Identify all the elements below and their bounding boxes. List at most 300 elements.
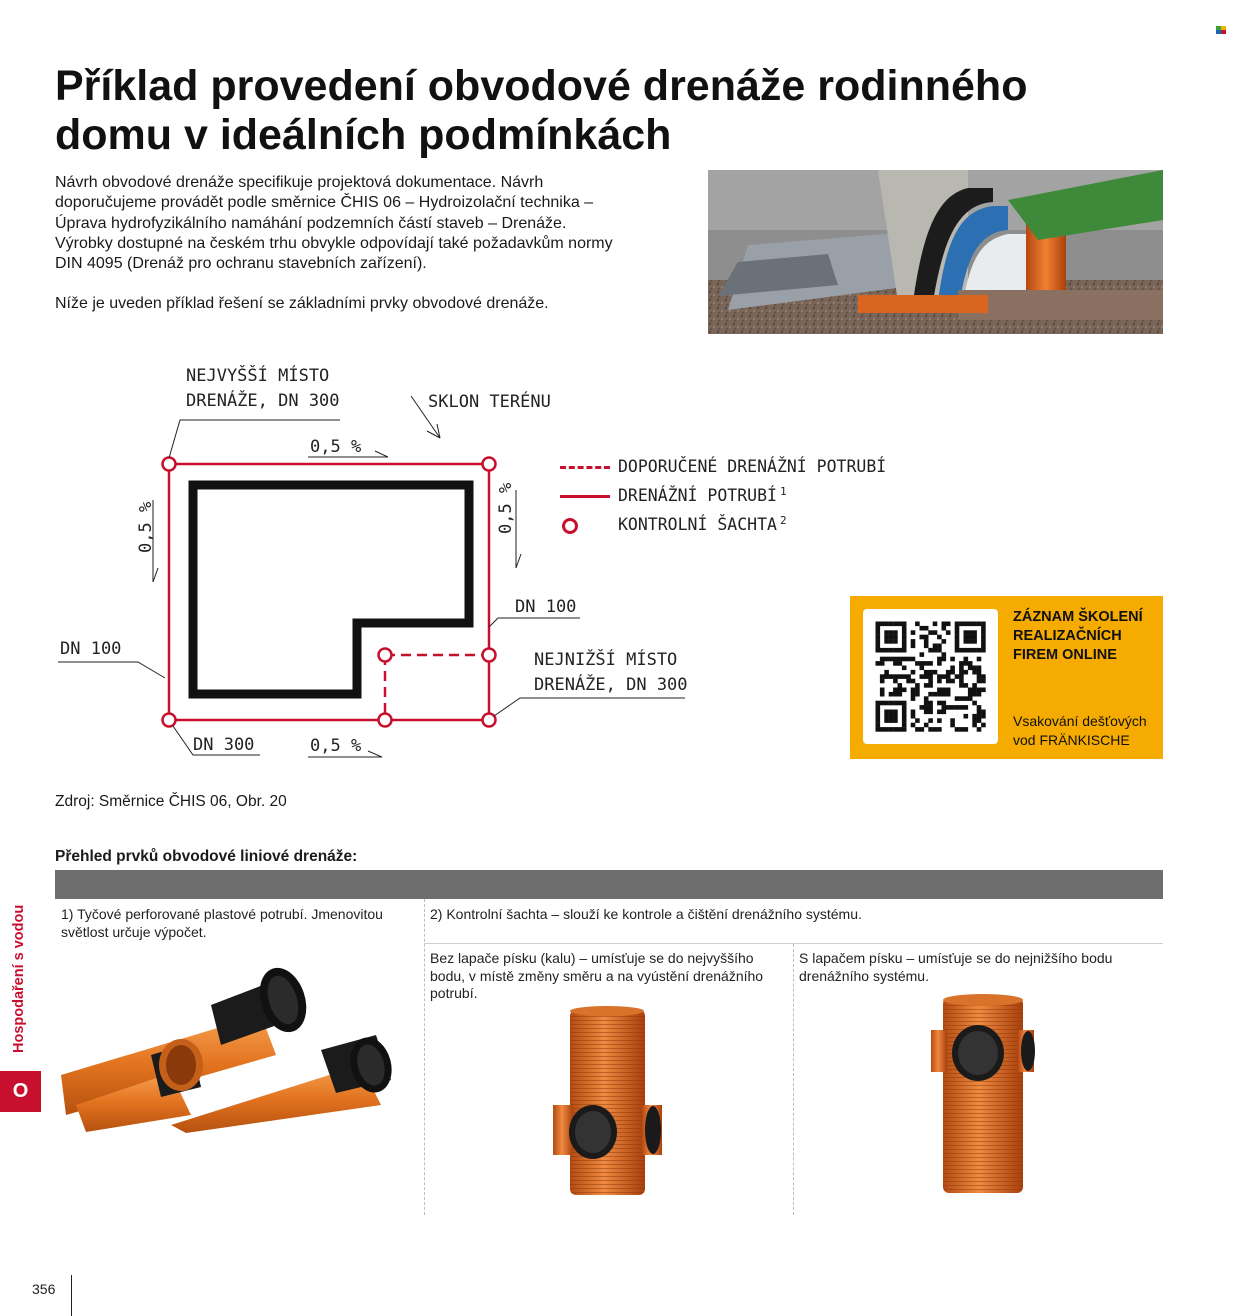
qr-module bbox=[937, 710, 942, 715]
qr-module bbox=[950, 679, 955, 684]
qr-module bbox=[915, 692, 920, 697]
qr-module bbox=[928, 648, 933, 653]
qr-module bbox=[902, 701, 907, 706]
qr-module bbox=[942, 701, 947, 706]
qr-module bbox=[911, 714, 916, 719]
qr-module bbox=[959, 648, 964, 653]
qr-module bbox=[964, 622, 969, 627]
qr-module bbox=[977, 622, 982, 627]
qr-module bbox=[906, 657, 911, 662]
qr-module bbox=[889, 727, 894, 732]
qr-module bbox=[972, 688, 977, 693]
qr-module bbox=[928, 630, 933, 635]
qr-module bbox=[942, 674, 947, 679]
qr-module bbox=[902, 635, 907, 640]
qr-module bbox=[889, 710, 894, 715]
qr-module bbox=[981, 674, 986, 679]
qr-module bbox=[884, 714, 889, 719]
qr-module bbox=[981, 714, 986, 719]
qr-module bbox=[964, 714, 969, 719]
qr-module bbox=[981, 622, 986, 627]
shaft-bottom-left bbox=[163, 714, 176, 727]
page-number: 356 bbox=[32, 1281, 56, 1297]
qr-module bbox=[911, 670, 916, 675]
qr-module bbox=[898, 622, 903, 627]
qr-module bbox=[942, 639, 947, 644]
qr-module bbox=[942, 692, 947, 697]
qr-module bbox=[911, 723, 916, 728]
legend-recommended-pipe-label: DOPORUČENÉ DRENÁŽNÍ POTRUBÍ bbox=[618, 457, 887, 476]
solid-line-icon bbox=[560, 486, 618, 506]
qr-module bbox=[889, 648, 894, 653]
qr-module bbox=[898, 657, 903, 662]
shaft-inner bbox=[379, 649, 392, 662]
qr-module bbox=[924, 626, 929, 631]
legend-recommended-pipe bbox=[560, 452, 886, 481]
qr-module bbox=[964, 705, 969, 710]
qr-module bbox=[928, 718, 933, 723]
qr-module bbox=[902, 666, 907, 671]
qr-module bbox=[902, 710, 907, 715]
qr-module bbox=[902, 705, 907, 710]
qr-module bbox=[884, 635, 889, 640]
qr-module bbox=[968, 622, 973, 627]
qr-module bbox=[924, 683, 929, 688]
shaft-bottom-right bbox=[483, 714, 496, 727]
qr-module bbox=[893, 635, 898, 640]
qr-module bbox=[906, 674, 911, 679]
qr-module bbox=[937, 674, 942, 679]
qr-module bbox=[880, 661, 885, 666]
qr-module bbox=[928, 701, 933, 706]
qr-module bbox=[968, 635, 973, 640]
qr-module bbox=[964, 648, 969, 653]
qr-module bbox=[924, 635, 929, 640]
qr-module bbox=[972, 692, 977, 697]
diagram-legend bbox=[560, 452, 886, 539]
qr-module bbox=[915, 661, 920, 666]
qr-module bbox=[972, 670, 977, 675]
recommended-pipe-line bbox=[385, 655, 489, 720]
qr-module bbox=[955, 639, 960, 644]
legend-inspection-shaft-note: 2 bbox=[779, 514, 787, 527]
overview-heading: Přehled prvků obvodové liniové drenáže: bbox=[55, 848, 358, 865]
qr-module bbox=[924, 639, 929, 644]
table-subrow-line bbox=[424, 943, 1163, 944]
qr-module bbox=[880, 701, 885, 706]
qr-module bbox=[911, 639, 916, 644]
label-lowest-point-1: NEJNIŽŠÍ MÍSTO bbox=[534, 650, 678, 670]
qr-module bbox=[924, 674, 929, 679]
intro-paragraph-2: Níže je uveden příklad řešení se základními prvky obvodové drenáže. bbox=[55, 295, 549, 313]
qr-module bbox=[876, 626, 881, 631]
qr-module bbox=[911, 692, 916, 697]
label-lowest-point-2: DRENÁŽE, DN 300 bbox=[534, 675, 688, 695]
qr-module bbox=[876, 639, 881, 644]
qr-module bbox=[937, 648, 942, 653]
qr-module bbox=[911, 630, 916, 635]
qr-module bbox=[959, 696, 964, 701]
qr-module bbox=[964, 661, 969, 666]
qr-module bbox=[880, 692, 885, 697]
qr-module bbox=[876, 723, 881, 728]
qr-module bbox=[911, 644, 916, 649]
qr-module bbox=[889, 674, 894, 679]
qr-module bbox=[876, 648, 881, 653]
qr-module bbox=[915, 718, 920, 723]
qr-module bbox=[933, 630, 938, 635]
qr-module bbox=[876, 635, 881, 640]
qr-module bbox=[884, 622, 889, 627]
qr-module bbox=[959, 666, 964, 671]
qr-module bbox=[933, 670, 938, 675]
table-divider bbox=[793, 944, 794, 1215]
qr-module bbox=[955, 648, 960, 653]
qr-module bbox=[876, 718, 881, 723]
qr-module bbox=[937, 635, 942, 640]
color-mark-icon bbox=[1216, 26, 1226, 34]
qr-module bbox=[876, 710, 881, 715]
qr-module bbox=[889, 701, 894, 706]
qr-module bbox=[981, 644, 986, 649]
qr-module bbox=[981, 679, 986, 684]
drainage-illustration bbox=[708, 170, 1163, 334]
label-highest-point-2: DRENÁŽE, DN 300 bbox=[186, 391, 340, 411]
qr-module bbox=[959, 683, 964, 688]
qr-module bbox=[876, 705, 881, 710]
qr-module bbox=[933, 692, 938, 697]
circle-icon bbox=[560, 515, 618, 535]
qr-module bbox=[942, 657, 947, 662]
promo-title: ZÁZNAM ŠKOLENÍ REALIZAČNÍCH FIREM ONLINE bbox=[1013, 609, 1143, 663]
section-side-label bbox=[11, 873, 33, 1053]
qr-module bbox=[964, 630, 969, 635]
qr-module bbox=[977, 670, 982, 675]
qr-module bbox=[937, 679, 942, 684]
qr-module bbox=[924, 670, 929, 675]
qr-module bbox=[920, 727, 925, 732]
building-outline bbox=[193, 485, 469, 694]
qr-module bbox=[959, 674, 964, 679]
qr-module bbox=[884, 648, 889, 653]
qr-module bbox=[884, 630, 889, 635]
qr-module bbox=[893, 639, 898, 644]
qr-module bbox=[977, 710, 982, 715]
qr-module bbox=[981, 710, 986, 715]
legend-inspection-shaft bbox=[560, 510, 886, 539]
qr-module bbox=[893, 674, 898, 679]
qr-module bbox=[981, 688, 986, 693]
qr-module bbox=[915, 727, 920, 732]
qr-module bbox=[884, 727, 889, 732]
qr-module bbox=[928, 674, 933, 679]
qr-module bbox=[946, 674, 951, 679]
table-divider bbox=[424, 899, 425, 1215]
qr-module bbox=[964, 683, 969, 688]
table-header-bar bbox=[55, 870, 1163, 899]
shaft-description: 2) Kontrolní šachta – slouží ke kontrole a čištění drenážního systému. bbox=[430, 906, 862, 922]
qr-module bbox=[915, 622, 920, 627]
pipe-description: 1) Tyčové perforované plastové potrubí. Jmenovitou světlost určuje výpočet. bbox=[61, 906, 383, 940]
qr-module bbox=[915, 683, 920, 688]
qr-module bbox=[937, 701, 942, 706]
qr-module bbox=[880, 657, 885, 662]
qr-module bbox=[968, 696, 973, 701]
qr-module bbox=[981, 639, 986, 644]
qr-module bbox=[946, 670, 951, 675]
qr-module bbox=[898, 674, 903, 679]
qr-module bbox=[942, 688, 947, 693]
qr-module bbox=[972, 718, 977, 723]
label-terrain-slope: SKLON TERÉNU bbox=[428, 392, 551, 412]
training-promo-box[interactable] bbox=[850, 596, 1163, 759]
shaft-mid-right bbox=[483, 649, 496, 662]
qr-module bbox=[889, 692, 894, 697]
qr-module bbox=[968, 666, 973, 671]
qr-module bbox=[937, 644, 942, 649]
qr-module bbox=[950, 670, 955, 675]
qr-module bbox=[972, 723, 977, 728]
qr-module bbox=[928, 705, 933, 710]
shaft-without-trap-description: Bez lapače písku (kalu) – umísťuje se do nejvyššího bodu, v místě změny směru a na vyústění drenážního potrubí. bbox=[430, 950, 764, 1001]
qr-module bbox=[884, 657, 889, 662]
qr-module bbox=[889, 639, 894, 644]
legend-drain-pipe-note: 1 bbox=[779, 485, 787, 498]
qr-module bbox=[981, 648, 986, 653]
qr-module bbox=[972, 701, 977, 706]
qr-module bbox=[981, 626, 986, 631]
qr-module bbox=[964, 639, 969, 644]
label-slope-right: 0,5 % bbox=[496, 482, 516, 534]
qr-module bbox=[876, 701, 881, 706]
qr-module bbox=[981, 723, 986, 728]
qr-module bbox=[950, 666, 955, 671]
qr-module bbox=[893, 692, 898, 697]
qr-module bbox=[876, 630, 881, 635]
qr-module bbox=[889, 635, 894, 640]
qr-module bbox=[924, 701, 929, 706]
qr-module bbox=[964, 635, 969, 640]
inspection-shafts bbox=[163, 458, 496, 727]
page-number-divider bbox=[71, 1275, 72, 1316]
qr-module bbox=[898, 683, 903, 688]
qr-module bbox=[946, 630, 951, 635]
qr-module bbox=[964, 670, 969, 675]
qr-code[interactable] bbox=[863, 609, 998, 744]
qr-module bbox=[893, 701, 898, 706]
perforated-pipes-image bbox=[61, 955, 416, 1135]
qr-module bbox=[946, 692, 951, 697]
qr-module bbox=[955, 696, 960, 701]
page-title: Příklad provedení obvodové drenáže rodinného domu v ideálních podmínkách bbox=[55, 62, 1028, 159]
qr-module bbox=[880, 648, 885, 653]
qr-module bbox=[972, 639, 977, 644]
qr-module bbox=[911, 657, 916, 662]
qr-module bbox=[893, 630, 898, 635]
qr-module bbox=[937, 692, 942, 697]
qr-module bbox=[946, 679, 951, 684]
qr-module bbox=[977, 718, 982, 723]
legend-drain-pipe-label: DRENÁŽNÍ POTRUBÍ bbox=[618, 486, 777, 505]
qr-module bbox=[950, 657, 955, 662]
qr-module bbox=[876, 644, 881, 649]
shaft-top-right bbox=[483, 458, 496, 471]
qr-module bbox=[977, 648, 982, 653]
qr-module bbox=[911, 696, 916, 701]
label-slope-top: 0,5 % bbox=[310, 437, 362, 457]
qr-module bbox=[893, 727, 898, 732]
qr-module bbox=[898, 688, 903, 693]
section-side-label-text: Hospodaření s vodou bbox=[11, 904, 27, 1053]
qr-module bbox=[884, 701, 889, 706]
qr-module bbox=[920, 652, 925, 657]
qr-module bbox=[889, 718, 894, 723]
qr-module bbox=[959, 727, 964, 732]
qr-module bbox=[942, 705, 947, 710]
label-dn100-left: DN 100 bbox=[60, 639, 122, 659]
qr-module bbox=[968, 630, 973, 635]
qr-module bbox=[972, 683, 977, 688]
qr-module bbox=[959, 705, 964, 710]
shaft-with-trap-description: S lapačem písku – umísťuje se do nejnižšího bodu drenážního systému. bbox=[799, 950, 1113, 984]
qr-module bbox=[937, 657, 942, 662]
qr-module bbox=[968, 661, 973, 666]
qr-module bbox=[977, 679, 982, 684]
qr-module bbox=[902, 626, 907, 631]
qr-module bbox=[955, 705, 960, 710]
qr-module bbox=[902, 714, 907, 719]
section-tab[interactable]: O bbox=[0, 1071, 41, 1112]
qr-module bbox=[893, 710, 898, 715]
qr-module bbox=[972, 622, 977, 627]
qr-module bbox=[902, 639, 907, 644]
label-slope-bottom: 0,5 % bbox=[310, 736, 362, 756]
qr-module bbox=[977, 674, 982, 679]
qr-module bbox=[928, 692, 933, 697]
qr-module bbox=[942, 710, 947, 715]
qr-module bbox=[898, 727, 903, 732]
qr-module bbox=[977, 727, 982, 732]
qr-module bbox=[946, 622, 951, 627]
qr-module bbox=[920, 674, 925, 679]
qr-module bbox=[972, 630, 977, 635]
qr-module bbox=[893, 648, 898, 653]
qr-module bbox=[955, 644, 960, 649]
qr-module bbox=[959, 661, 964, 666]
qr-module bbox=[920, 661, 925, 666]
qr-module bbox=[898, 701, 903, 706]
qr-module bbox=[924, 661, 929, 666]
qr-module bbox=[942, 652, 947, 657]
qr-module bbox=[968, 692, 973, 697]
qr-module bbox=[884, 718, 889, 723]
qr-module bbox=[902, 657, 907, 662]
qr-module bbox=[950, 705, 955, 710]
qr-module bbox=[898, 648, 903, 653]
qr-module bbox=[884, 674, 889, 679]
qr-module bbox=[928, 710, 933, 715]
qr-module bbox=[928, 727, 933, 732]
qr-module bbox=[968, 648, 973, 653]
qr-module bbox=[876, 714, 881, 719]
qr-module bbox=[906, 679, 911, 684]
qr-module bbox=[902, 630, 907, 635]
qr-module bbox=[884, 710, 889, 715]
qr-module bbox=[937, 718, 942, 723]
qr-module bbox=[928, 670, 933, 675]
intro-text bbox=[55, 173, 615, 315]
legend-inspection-shaft-label: KONTROLNÍ ŠACHTA bbox=[618, 515, 777, 534]
qr-module bbox=[924, 710, 929, 715]
qr-module bbox=[893, 718, 898, 723]
qr-module bbox=[898, 661, 903, 666]
qr-module bbox=[928, 679, 933, 684]
qr-module bbox=[950, 723, 955, 728]
qr-module bbox=[968, 688, 973, 693]
label-highest-point-1: NEJVYŠŠÍ MÍSTO bbox=[186, 366, 330, 386]
qr-module bbox=[920, 626, 925, 631]
shaft-bottom-mid bbox=[379, 714, 392, 727]
qr-module bbox=[933, 644, 938, 649]
qr-module bbox=[959, 622, 964, 627]
qr-module bbox=[880, 727, 885, 732]
qr-module bbox=[955, 674, 960, 679]
qr-module bbox=[902, 674, 907, 679]
qr-module bbox=[924, 705, 929, 710]
qr-module bbox=[964, 657, 969, 662]
qr-module bbox=[977, 692, 982, 697]
qr-module bbox=[898, 692, 903, 697]
qr-module bbox=[876, 661, 881, 666]
qr-module bbox=[924, 644, 929, 649]
qr-module bbox=[964, 727, 969, 732]
qr-module bbox=[937, 727, 942, 732]
qr-module bbox=[933, 727, 938, 732]
shaft-top-left bbox=[163, 458, 176, 471]
qr-module bbox=[880, 622, 885, 627]
qr-module bbox=[889, 657, 894, 662]
qr-module bbox=[911, 710, 916, 715]
qr-module bbox=[902, 727, 907, 732]
source-note: Zdroj: Směrnice ČHIS 06, Obr. 20 bbox=[55, 793, 287, 810]
qr-module bbox=[911, 688, 916, 693]
qr-module bbox=[955, 626, 960, 631]
label-dn300-bottom: DN 300 bbox=[193, 735, 255, 755]
shaft-without-trap-image bbox=[545, 1005, 670, 1200]
qr-module bbox=[955, 630, 960, 635]
qr-module bbox=[920, 666, 925, 671]
drainage-plan-diagram bbox=[0, 350, 760, 780]
drain-pipe-line bbox=[169, 464, 489, 720]
qr-module bbox=[933, 648, 938, 653]
qr-module bbox=[942, 622, 947, 627]
qr-module bbox=[972, 714, 977, 719]
qr-module bbox=[889, 714, 894, 719]
shaft-with-trap-image bbox=[928, 990, 1038, 1200]
qr-module bbox=[876, 622, 881, 627]
intro-paragraph-1: Návrh obvodové drenáže specifikuje projektová dokumentace. Návrh doporučujeme provádět podle směrnice ČHIS 06 – Hydroizolační technika – Úprava hydrofyzikálního namáhání podzemních částí staveb – Drenáže. Výrobky dostupné na českém trhu obvykle odpovídají také požadavkům normy DIN 4095 (Drenáž pro ochranu stavebních zařízení). bbox=[55, 174, 613, 273]
qr-module bbox=[915, 688, 920, 693]
qr-module bbox=[884, 639, 889, 644]
qr-module bbox=[972, 635, 977, 640]
qr-module bbox=[911, 679, 916, 684]
qr-module bbox=[889, 630, 894, 635]
qr-module bbox=[876, 727, 881, 732]
qr-module bbox=[977, 666, 982, 671]
qr-module bbox=[902, 688, 907, 693]
legend-drain-pipe bbox=[560, 481, 886, 510]
qr-module bbox=[928, 661, 933, 666]
